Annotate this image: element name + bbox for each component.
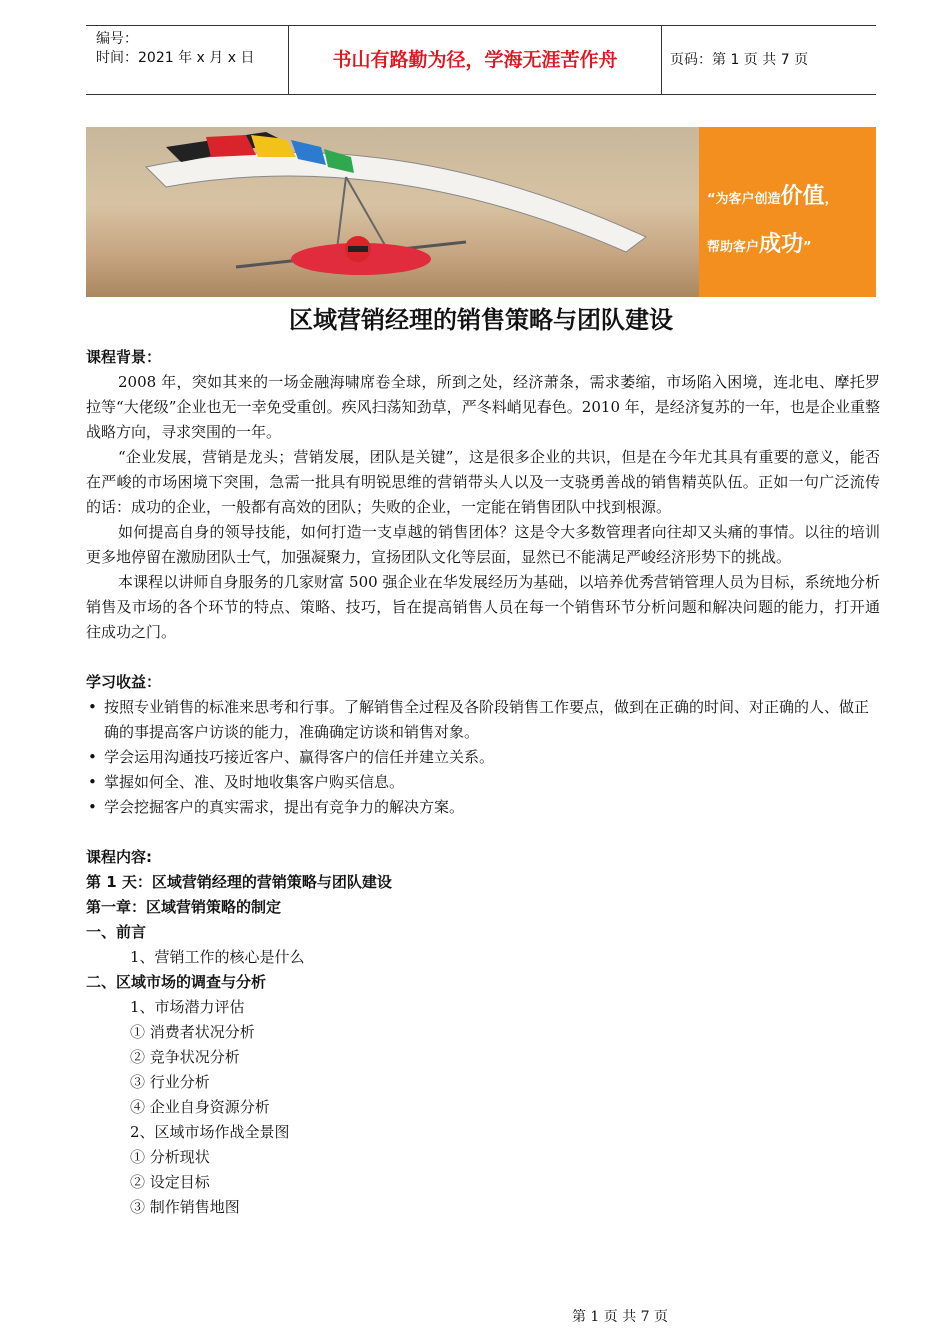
outline-subitem: ③ 制作销售地图 xyxy=(130,1198,240,1216)
header-meta xyxy=(96,30,254,68)
document-title: 区域营销经理的销售策略与团队建设 xyxy=(289,306,673,334)
slogan-line-2: 帮助客户成功” xyxy=(707,232,812,257)
page-header xyxy=(86,25,876,95)
background-paragraph: 2008 年，突如其来的一场金融海啸席卷全球，所到之处，经济萧条，需求萎缩，市场陷入困境，连北电、摩托罗拉等“大佬级”企业也无一幸免受重创。疾风扫荡知劲草，严冬料峭见春色。2010 年，是经济复苏的一年，也是企业重整战略方向，寻求突围的一年。 xyxy=(86,373,880,441)
outline-subitem: ④ 企业自身资源分析 xyxy=(130,1098,270,1116)
chapter-heading: 第一章：区域营销策略的制定 xyxy=(86,898,282,916)
outline-item: 1、市场潜力评估 xyxy=(130,998,245,1016)
background-heading: 课程背景： xyxy=(86,348,162,366)
background-paragraph: “企业发展，营销是龙头；营销发展，团队是关键”，这是很多企业的共识，但是在今年尤其具有重要的意义，能否在严峻的市场困境下突围，急需一批具有明锐思维的营销带头人以及一支骁勇善战的销售精英队伍。正如一句广泛流传的话：成功的企业，一般都有高效的团队；失败的企业，一定能在销售团队中找到根源。 xyxy=(86,448,880,516)
outline-subitem: ① 消费者状况分析 xyxy=(130,1023,255,1041)
background-paragraph: 如何提高自身的领导技能，如何打造一支卓越的销售团体？这是令大多数管理者向往却又头痛的事情。以往的培训更多地停留在激励团队士气，加强凝聚力，宣扬团队文化等层面，显然已不能满足严峻经济形势下的挑战。 xyxy=(86,523,880,566)
benefits-list xyxy=(86,695,880,820)
time-label: 时间：2021 年 x 月 x 日 xyxy=(96,50,255,66)
header-page-info: 页码：第 1 页 共 7 页 xyxy=(670,52,809,68)
outline-subitem: ② 设定目标 xyxy=(130,1173,210,1191)
slogan-line-1: “为客户创造价值， xyxy=(707,184,838,209)
outline-item: 1、营销工作的核心是什么 xyxy=(130,948,305,966)
day-heading: 第 1 天：区域营销经理的营销策略与团队建设 xyxy=(86,873,392,891)
slogan-panel xyxy=(699,127,876,297)
content-heading: 课程内容: xyxy=(86,848,152,866)
list-item: • 掌握如何全、准、及时地收集客户购买信息。 xyxy=(86,770,880,795)
outline-subitem: ③ 行业分析 xyxy=(130,1073,210,1091)
header-motto: 书山有路勤为径，学海无涯苦作舟 xyxy=(288,26,662,94)
outline-item: 2、区域市场作战全景图 xyxy=(130,1123,290,1141)
outline-subitem: ② 竞争状况分析 xyxy=(130,1048,240,1066)
list-item: • 学会挖掘客户的真实需求，提出有竞争力的解决方案。 xyxy=(86,795,880,820)
benefits-heading: 学习收益： xyxy=(86,673,162,691)
number-label: 编号： xyxy=(96,31,138,47)
page-footer: 第 1 页 共 7 页 xyxy=(571,1309,669,1325)
list-item: • 按照专业销售的标准来思考和行事。了解销售全过程及各阶段销售工作要点，做到在正确的时间、对正确的人、做正确的事提高客户访谈的能力，准确确定访谈和销售对象。 xyxy=(86,695,880,745)
outline-subitem: ① 分析现状 xyxy=(130,1148,210,1166)
section-heading: 一、前言 xyxy=(86,923,147,941)
banner-image xyxy=(86,127,876,297)
list-item: • 学会运用沟通技巧接近客户、赢得客户的信任并建立关系。 xyxy=(86,745,880,770)
background-paragraph: 本课程以讲师自身服务的几家财富 500 强企业在华发展经历为基础，以培养优秀营销管理人员为目标，系统地分析销售及市场的各个环节的特点、策略、技巧，旨在提高销售人员在每一个销售环节分析问题和解决问题的能力，打开通往成功之门。 xyxy=(86,573,880,641)
hang-glider-illustration xyxy=(86,127,699,297)
document-body xyxy=(86,345,880,1220)
section-heading: 二、区域市场的调查与分析 xyxy=(86,973,267,991)
